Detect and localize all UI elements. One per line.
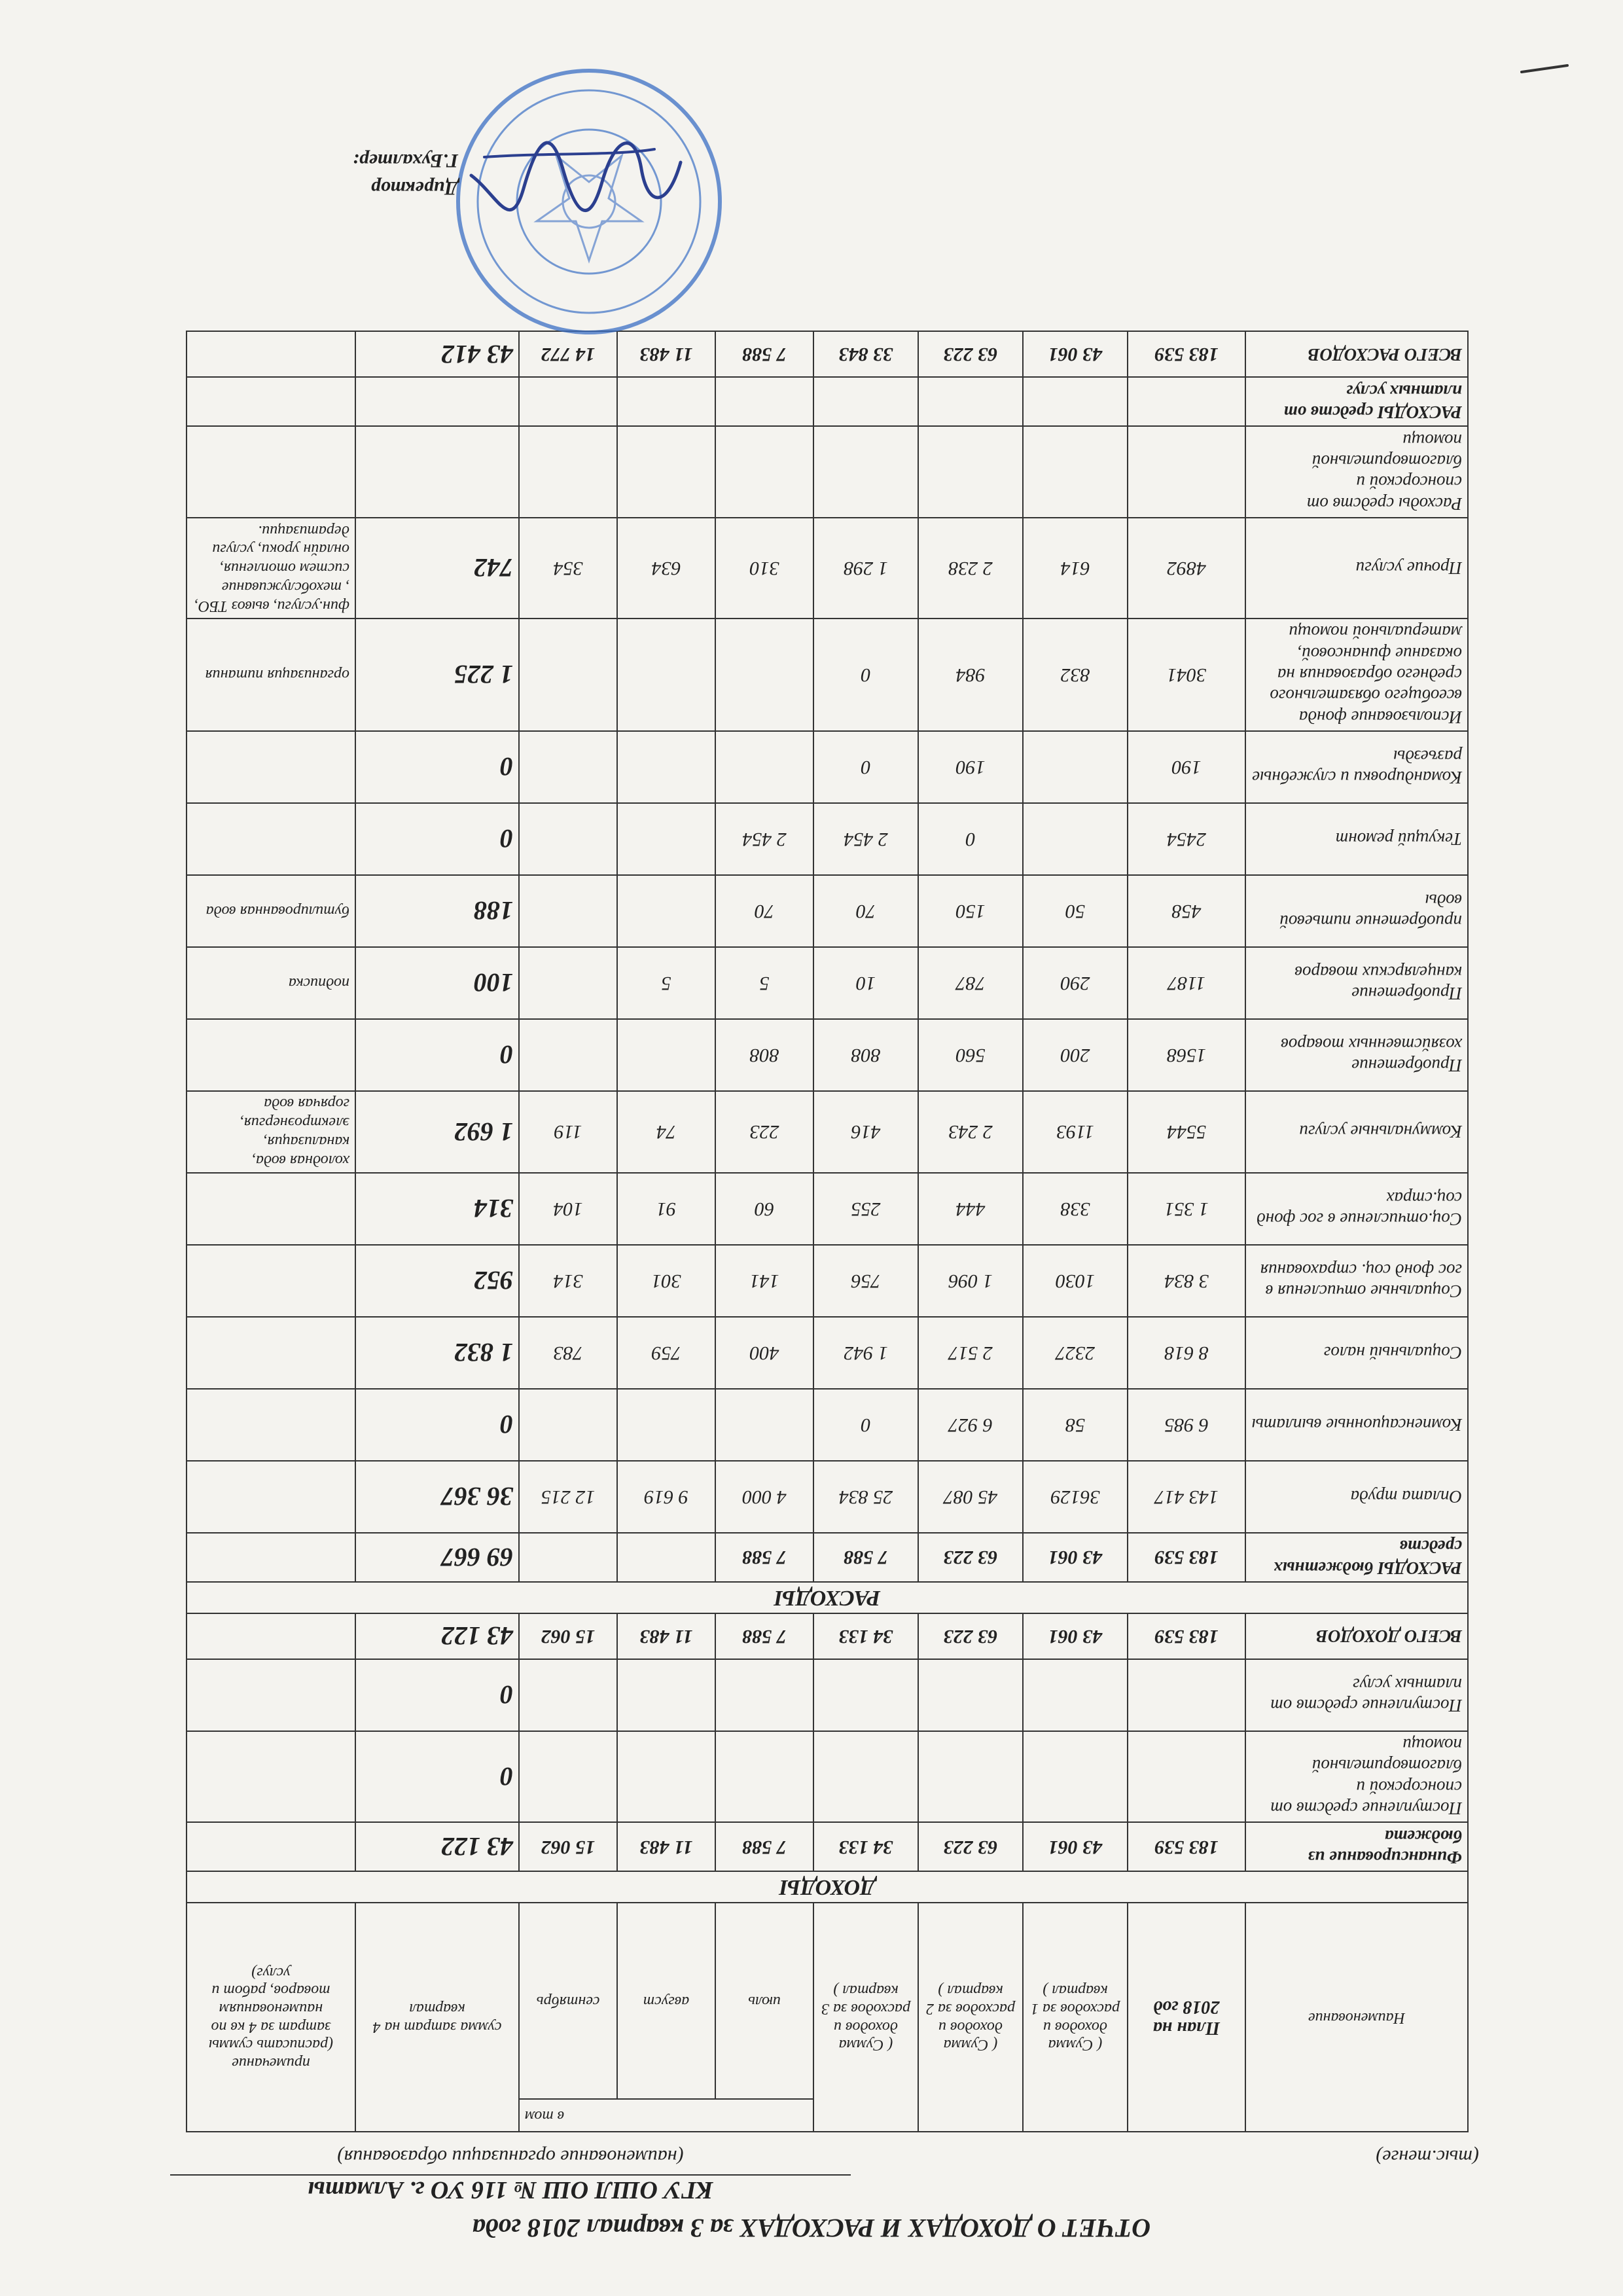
cell-august: 74 xyxy=(617,1091,715,1173)
cell-july: 141 xyxy=(715,1245,813,1317)
cell-name: Компенсационные выплаты xyxy=(1245,1389,1468,1461)
cell-plan: 183 539 xyxy=(1128,331,1245,377)
cell-august xyxy=(617,1389,715,1461)
cell-q1: 50 xyxy=(1023,875,1128,947)
cell-q4: 188 xyxy=(355,875,519,947)
table-row xyxy=(187,1019,1468,1091)
cell-name: приобретение питьевой воды xyxy=(1245,875,1468,947)
cell-july xyxy=(715,1731,813,1823)
cell-q1 xyxy=(1023,731,1128,803)
table-row xyxy=(187,875,1468,947)
cell-q1: 1030 xyxy=(1023,1245,1128,1317)
cell-july: 7 588 xyxy=(715,1533,813,1582)
cell-september: 119 xyxy=(519,1091,617,1173)
units-label: (тыс.тенге) xyxy=(1376,2146,1479,2168)
cell-august: 11 483 xyxy=(617,1822,715,1871)
cell-name: Использование фонда всеобщего обязательного среднего образования на оказание финансовой, материальной помощи xyxy=(1245,619,1468,731)
cell-september xyxy=(519,1389,617,1461)
cell-q3: 0 xyxy=(813,1389,918,1461)
cell-q3: 70 xyxy=(813,875,918,947)
cell-july: 70 xyxy=(715,875,813,947)
cell-august xyxy=(617,377,715,426)
cell-september: 15 062 xyxy=(519,1822,617,1871)
director-label: Директор xyxy=(370,177,458,199)
cell-september xyxy=(519,426,617,518)
cell-q3: 7 588 xyxy=(813,1533,918,1582)
cell-name: Приобретение хозяйственных товаров xyxy=(1245,1019,1468,1091)
cell-august: 301 xyxy=(617,1245,715,1317)
col-july: июль xyxy=(715,1903,813,2099)
cell-q1 xyxy=(1023,377,1128,426)
cell-name: РАСХОДЫ бюджетных средств xyxy=(1245,1533,1468,1582)
cell-september xyxy=(519,619,617,731)
table-row xyxy=(187,377,1468,426)
cell-july: 4 000 xyxy=(715,1461,813,1533)
cell-q1: 290 xyxy=(1023,947,1128,1019)
cell-september xyxy=(519,947,617,1019)
cell-q4: 69 667 xyxy=(355,1533,519,1582)
cell-note xyxy=(187,1731,355,1823)
cell-q1: 832 xyxy=(1023,619,1128,731)
cell-q3: 10 xyxy=(813,947,918,1019)
cell-q3: 255 xyxy=(813,1173,918,1245)
cell-september xyxy=(519,875,617,947)
cell-plan: 1187 xyxy=(1128,947,1245,1019)
cell-name: Текущий ремонт xyxy=(1245,803,1468,875)
cell-july: 7 588 xyxy=(715,331,813,377)
cell-q2: 6 927 xyxy=(918,1389,1023,1461)
table-row xyxy=(187,426,1468,518)
table-row xyxy=(187,803,1468,875)
cell-note xyxy=(187,1822,355,1871)
signature-block xyxy=(196,147,458,202)
cell-note xyxy=(187,1389,355,1461)
cell-plan: 143 417 xyxy=(1128,1461,1245,1533)
cell-september xyxy=(519,803,617,875)
cell-name: ВСЕГО ДОХОДОВ xyxy=(1245,1613,1468,1659)
cell-july xyxy=(715,426,813,518)
cell-q4: 43 122 xyxy=(355,1822,519,1871)
cell-name: Расходы средств от спонсорской и благотворительной помощи xyxy=(1245,426,1468,518)
section-title-income: ДОХОДЫ xyxy=(187,1871,1468,1903)
table-row xyxy=(187,947,1468,1019)
cell-q3 xyxy=(813,426,918,518)
cell-note: бутилированная вода xyxy=(187,875,355,947)
cell-july xyxy=(715,731,813,803)
cell-q1 xyxy=(1023,1731,1128,1823)
cell-q2: 2 238 xyxy=(918,518,1023,619)
cell-q4 xyxy=(355,426,519,518)
cell-august xyxy=(617,619,715,731)
cell-plan: 8 618 xyxy=(1128,1317,1245,1389)
cell-name: ВСЕГО РАСХОДОВ xyxy=(1245,331,1468,377)
col-august: август xyxy=(617,1903,715,2099)
table-row xyxy=(187,1245,1468,1317)
section-row-income xyxy=(187,1871,1468,1903)
cell-september xyxy=(519,731,617,803)
cell-q4: 314 xyxy=(355,1173,519,1245)
cell-q1: 43 061 xyxy=(1023,1613,1128,1659)
cell-august: 91 xyxy=(617,1173,715,1245)
col-q1: ( Сумма доходов и расходов за 1 квартал ) xyxy=(1023,1903,1128,2132)
cell-q3: 25 834 xyxy=(813,1461,918,1533)
cell-july: 7 588 xyxy=(715,1613,813,1659)
cell-name: Поступление средств от спонсорской и благотворительной помощи xyxy=(1245,1731,1468,1823)
cell-q4: 0 xyxy=(355,1019,519,1091)
cell-september: 104 xyxy=(519,1173,617,1245)
cell-september xyxy=(519,377,617,426)
cell-q3: 34 133 xyxy=(813,1613,918,1659)
cell-q4: 1 692 xyxy=(355,1091,519,1173)
cell-plan: 183 539 xyxy=(1128,1533,1245,1582)
cell-august xyxy=(617,426,715,518)
cell-july xyxy=(715,619,813,731)
cell-name: Прочие услуги xyxy=(1245,518,1468,619)
table-row xyxy=(187,731,1468,803)
income-section xyxy=(187,1613,1468,1903)
col-q4: сумма затрат на 4 квартал xyxy=(355,1903,519,2132)
cell-q2 xyxy=(918,1659,1023,1731)
cell-august: 9 619 xyxy=(617,1461,715,1533)
cell-q3: 416 xyxy=(813,1091,918,1173)
cell-q4: 1 225 xyxy=(355,619,519,731)
cell-plan: 190 xyxy=(1128,731,1245,803)
cell-name: Социальные отчисления в гос фонд соц. страхования xyxy=(1245,1245,1468,1317)
cell-q1: 1193 xyxy=(1023,1091,1128,1173)
cell-plan: 183 539 xyxy=(1128,1613,1245,1659)
cell-name: Финансирование из бюджета xyxy=(1245,1822,1468,1871)
cell-september xyxy=(519,1731,617,1823)
table-row xyxy=(187,1613,1468,1659)
cell-note xyxy=(187,377,355,426)
scan-mark xyxy=(1518,52,1571,79)
cell-july: 808 xyxy=(715,1019,813,1091)
cell-august: 5 xyxy=(617,947,715,1019)
cell-q2: 984 xyxy=(918,619,1023,731)
cell-note xyxy=(187,331,355,377)
table-row xyxy=(187,1822,1468,1871)
cell-name: Социальный налог xyxy=(1245,1317,1468,1389)
report-title: ОТЧЕТ О ДОХОДАХ И РАСХОДАХ за 3 квартал 2018 года xyxy=(472,2214,1151,2243)
cell-q1 xyxy=(1023,803,1128,875)
cell-q3: 808 xyxy=(813,1019,918,1091)
cell-note xyxy=(187,1533,355,1582)
cell-note xyxy=(187,1245,355,1317)
cell-q1: 200 xyxy=(1023,1019,1128,1091)
cell-plan: 1 351 xyxy=(1128,1173,1245,1245)
cell-q4: 0 xyxy=(355,1659,519,1731)
cell-plan: 5544 xyxy=(1128,1091,1245,1173)
cell-note xyxy=(187,1461,355,1533)
cell-q2: 560 xyxy=(918,1019,1023,1091)
cell-q1: 58 xyxy=(1023,1389,1128,1461)
cell-august xyxy=(617,1533,715,1582)
col-september: сентябрь xyxy=(519,1903,617,2099)
cell-plan: 183 539 xyxy=(1128,1822,1245,1871)
cell-q2 xyxy=(918,377,1023,426)
table-header-row xyxy=(187,2099,1468,2132)
cell-q1 xyxy=(1023,1659,1128,1731)
cell-q4: 43 122 xyxy=(355,1613,519,1659)
cell-note: подписка xyxy=(187,947,355,1019)
cell-q2: 1 096 xyxy=(918,1245,1023,1317)
cell-q3: 0 xyxy=(813,619,918,731)
cell-july: 2 454 xyxy=(715,803,813,875)
cell-q2: 190 xyxy=(918,731,1023,803)
col-plan: План на 2018 год xyxy=(1128,1903,1245,2132)
cell-q3: 756 xyxy=(813,1245,918,1317)
cell-q3: 1 298 xyxy=(813,518,918,619)
cell-q1: 338 xyxy=(1023,1173,1128,1245)
table-row xyxy=(187,1461,1468,1533)
cell-q2 xyxy=(918,1731,1023,1823)
cell-q2: 150 xyxy=(918,875,1023,947)
cell-august xyxy=(617,731,715,803)
cell-q2: 444 xyxy=(918,1173,1023,1245)
cell-name: Приобретение канцелярских товаров xyxy=(1245,947,1468,1019)
cell-q4: 43 412 xyxy=(355,331,519,377)
cell-september xyxy=(519,1659,617,1731)
cell-plan: 3041 xyxy=(1128,619,1245,731)
cell-q1: 614 xyxy=(1023,518,1128,619)
cell-q1: 43 061 xyxy=(1023,1822,1128,1871)
cell-name: Поступление средств от платных услуг xyxy=(1245,1659,1468,1731)
income-expense-table xyxy=(186,331,1469,2132)
cell-august xyxy=(617,1019,715,1091)
cell-august xyxy=(617,875,715,947)
expense-section xyxy=(187,331,1468,1613)
cell-q1: 2327 xyxy=(1023,1317,1128,1389)
cell-q2: 45 087 xyxy=(918,1461,1023,1533)
cell-note: фин.услуги, вывоз ТБО, , техобслуживание систем отопления, онлайн уроки, услуги дератизации. xyxy=(187,518,355,619)
cell-july: 5 xyxy=(715,947,813,1019)
cell-august: 11 483 xyxy=(617,1613,715,1659)
cell-july xyxy=(715,1389,813,1461)
cell-july: 7 588 xyxy=(715,1822,813,1871)
cell-plan xyxy=(1128,1731,1245,1823)
cell-q1 xyxy=(1023,426,1128,518)
table-row xyxy=(187,1731,1468,1823)
table-row xyxy=(187,518,1468,619)
cell-q2 xyxy=(918,426,1023,518)
cell-plan: 2454 xyxy=(1128,803,1245,875)
cell-q3 xyxy=(813,1659,918,1731)
cell-q3 xyxy=(813,1731,918,1823)
cell-q4: 1 832 xyxy=(355,1317,519,1389)
cell-q3: 34 133 xyxy=(813,1822,918,1871)
cell-july: 310 xyxy=(715,518,813,619)
cell-plan: 1568 xyxy=(1128,1019,1245,1091)
cell-name: РАСХОДЫ средств от платных услуг xyxy=(1245,377,1468,426)
cell-q3: 0 xyxy=(813,731,918,803)
cell-july xyxy=(715,1659,813,1731)
col-q3-group: в том xyxy=(519,2099,813,2132)
cell-august xyxy=(617,803,715,875)
cell-q2: 2 243 xyxy=(918,1091,1023,1173)
cell-plan: 3 834 xyxy=(1128,1245,1245,1317)
cell-name: Оплата труда xyxy=(1245,1461,1468,1533)
cell-q4: 0 xyxy=(355,803,519,875)
cell-plan: 6 985 xyxy=(1128,1389,1245,1461)
cell-note xyxy=(187,426,355,518)
cell-q1: 36129 xyxy=(1023,1461,1128,1533)
cell-august: 11 483 xyxy=(617,331,715,377)
cell-august xyxy=(617,1731,715,1823)
cell-september xyxy=(519,1533,617,1582)
col-q3: ( Сумма доходов и расходов за 3 квартал ) xyxy=(813,1903,918,2132)
cell-note xyxy=(187,1317,355,1389)
cell-august xyxy=(617,1659,715,1731)
cell-q4 xyxy=(355,377,519,426)
cell-note xyxy=(187,1019,355,1091)
cell-plan xyxy=(1128,1659,1245,1731)
col-q2: ( Сумма доходов и расходов за 2 квартал ) xyxy=(918,1903,1023,2132)
cell-july: 223 xyxy=(715,1091,813,1173)
cell-note xyxy=(187,1173,355,1245)
cell-q2: 63 223 xyxy=(918,1822,1023,1871)
col-name: Наименование xyxy=(1245,1903,1468,2132)
table-row xyxy=(187,331,1468,377)
section-row-expenses xyxy=(187,1582,1468,1613)
cell-q3: 2 454 xyxy=(813,803,918,875)
cell-august: 759 xyxy=(617,1317,715,1389)
cell-q2: 787 xyxy=(918,947,1023,1019)
cell-note: организация питания xyxy=(187,619,355,731)
cell-name: Коммунальные услуги xyxy=(1245,1091,1468,1173)
cell-note xyxy=(187,731,355,803)
cell-september xyxy=(519,1019,617,1091)
cell-q2: 63 223 xyxy=(918,1613,1023,1659)
cell-august: 634 xyxy=(617,518,715,619)
cell-q1: 43 061 xyxy=(1023,331,1128,377)
director-signature xyxy=(458,130,694,234)
cell-september: 314 xyxy=(519,1245,617,1317)
cell-note: холодная вода, канализация, электроэнергия, горячая вода xyxy=(187,1091,355,1173)
table-row xyxy=(187,1533,1468,1582)
cell-q4: 100 xyxy=(355,947,519,1019)
table-row xyxy=(187,1091,1468,1173)
table-row xyxy=(187,1659,1468,1731)
cell-q4: 0 xyxy=(355,1389,519,1461)
accountant-label: Г.Бухалтер: xyxy=(352,150,458,171)
section-title-expenses: РАСХОДЫ xyxy=(187,1582,1468,1613)
cell-name: Командировки и служебные разъезды xyxy=(1245,731,1468,803)
cell-q4: 0 xyxy=(355,731,519,803)
cell-q2: 63 223 xyxy=(918,1533,1023,1582)
cell-q4: 952 xyxy=(355,1245,519,1317)
table-row xyxy=(187,1317,1468,1389)
cell-note xyxy=(187,1659,355,1731)
cell-september: 15 062 xyxy=(519,1613,617,1659)
cell-september: 783 xyxy=(519,1317,617,1389)
cell-july xyxy=(715,377,813,426)
table-row xyxy=(187,1173,1468,1245)
cell-q2: 0 xyxy=(918,803,1023,875)
cell-q2: 63 223 xyxy=(918,331,1023,377)
col-note: примечание (расписать суммы затрат за 4 кв по наименованиям товаров, работ и услуг) xyxy=(187,1903,355,2132)
cell-name: Соц.отчисление в гос фонд соц.страх xyxy=(1245,1173,1468,1245)
organization-name: КГУ ОШЛ ОШ № 116 УО г. Алматы xyxy=(170,2174,851,2204)
table-row xyxy=(187,1389,1468,1461)
cell-july: 60 xyxy=(715,1173,813,1245)
cell-q1: 43 061 xyxy=(1023,1533,1128,1582)
cell-q3 xyxy=(813,377,918,426)
organization-caption: (наименование организации образования) xyxy=(337,2146,684,2168)
cell-note xyxy=(187,803,355,875)
table-row xyxy=(187,619,1468,731)
cell-september: 12 215 xyxy=(519,1461,617,1533)
cell-plan xyxy=(1128,377,1245,426)
cell-q4: 36 367 xyxy=(355,1461,519,1533)
cell-plan xyxy=(1128,426,1245,518)
cell-note xyxy=(187,1613,355,1659)
cell-q3: 33 843 xyxy=(813,331,918,377)
cell-september: 14 772 xyxy=(519,331,617,377)
cell-september: 354 xyxy=(519,518,617,619)
cell-q2: 2 517 xyxy=(918,1317,1023,1389)
cell-q3: 1 942 xyxy=(813,1317,918,1389)
cell-plan: 458 xyxy=(1128,875,1245,947)
cell-plan: 4892 xyxy=(1128,518,1245,619)
cell-q4: 0 xyxy=(355,1731,519,1823)
cell-q4: 742 xyxy=(355,518,519,619)
cell-july: 400 xyxy=(715,1317,813,1389)
